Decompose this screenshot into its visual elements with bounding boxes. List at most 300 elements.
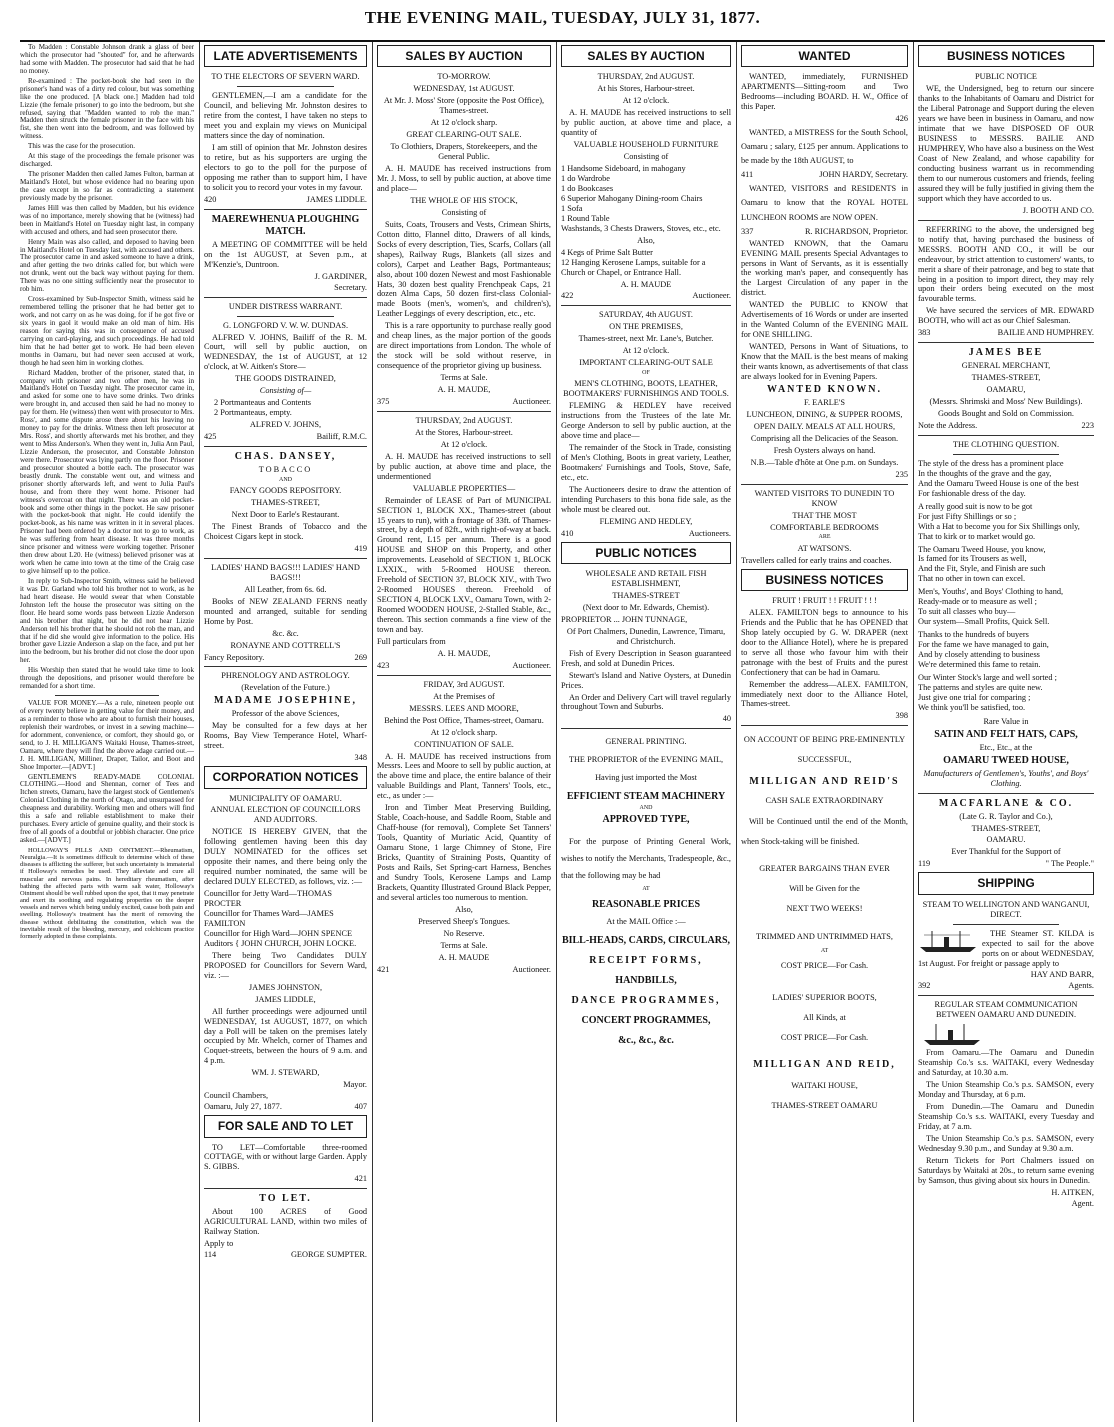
signature-role: Mayor. bbox=[343, 1080, 367, 1090]
divider bbox=[953, 454, 1059, 455]
continuation: CONTINUATION OF SALE. bbox=[414, 739, 514, 749]
column-5 bbox=[741, 42, 908, 1422]
phrenology-sub: (Revelation of the Future.) bbox=[241, 683, 330, 693]
furniture-item: 1 Handsome Sideboard, in mahogany bbox=[561, 164, 686, 174]
pre-eminently: ON ACCOUNT OF BEING PRE-EMINENTLY SUCCESSFUL, bbox=[743, 735, 906, 765]
etc: &c., &c., &c. bbox=[618, 1035, 674, 1047]
signature: WM. J. STEWARD, bbox=[251, 1068, 320, 1078]
divider bbox=[918, 793, 1094, 794]
poem-line: And the Oamaru Tweed House is one of the best bbox=[918, 478, 1079, 488]
ad-number: 419 bbox=[354, 543, 367, 553]
auction-location: Thames-street, next Mr. Lane's, Butcher. bbox=[578, 334, 714, 344]
electors-title: TO THE ELECTORS OF SEVERN WARD. bbox=[211, 72, 360, 82]
kegs: 4 Kegs of Prime Salt Butter bbox=[561, 247, 653, 257]
ad-number: 40 bbox=[722, 714, 731, 724]
tweed-house: OAMARU TWEED HOUSE, bbox=[943, 754, 1069, 766]
signature-role: Bailiff, R.M.C. bbox=[316, 432, 367, 442]
great-sale: GREAT CLEARING-OUT SALE. bbox=[406, 130, 522, 140]
section-header-business-notices: BUSINESS NOTICES bbox=[918, 45, 1094, 67]
dansey-title: CHAS. DANSEY, bbox=[234, 451, 337, 463]
at: AT bbox=[642, 886, 650, 893]
billheads: BILL-HEADS, CARDS, CIRCULARS, bbox=[561, 935, 731, 947]
schedule-line: The Union Steamship Co.'s p.s. SAMSON, every Wednesday 9.30 p.m., and Sunday at 9.30 a.m. bbox=[918, 1133, 1094, 1153]
poem-line: In the thoughts of the grave and the gay, bbox=[918, 468, 1052, 478]
at: AT bbox=[820, 947, 829, 954]
remember: Remember the address—ALEX. FAMILTON, immediately next door to the Alliance Hotel, Thames-street. bbox=[741, 679, 908, 709]
signature-role: Auctioneer. bbox=[512, 660, 551, 670]
auction-time: At 12 o'clock sharp. bbox=[430, 118, 498, 128]
ad-number: 410 bbox=[561, 528, 574, 538]
maude-body: A. H. MAUDE has received instructions to sell by public auction, at above time and place, a quantity of bbox=[561, 108, 731, 138]
poem-line: Just give one trial for comparing ; bbox=[918, 692, 1031, 702]
furniture-item: 1 do Bookcases bbox=[561, 183, 614, 193]
ronayne-name: RONAYNE AND COTTRELL'S bbox=[230, 640, 341, 650]
hay-barr: HAY AND BARR, bbox=[1030, 970, 1094, 980]
also: Also, bbox=[455, 904, 473, 914]
to-let-2-title: TO LET. bbox=[259, 1193, 312, 1205]
news-paragraph: The prisoner Madden then called James Fulton, barman at Maitland's Hotel, but whose evidence had no bearing upon the case except in so far as contradicting a statement previously made by the prisoner. bbox=[20, 170, 194, 202]
bee-note: Note the Address. bbox=[918, 420, 978, 430]
whole-stock: THE WHOLE OF HIS STOCK, bbox=[410, 195, 518, 205]
divider bbox=[377, 411, 551, 412]
approved: APPROVED TYPE, bbox=[602, 814, 690, 826]
cost-price: COST PRICE—For Cash. bbox=[780, 1032, 869, 1042]
nb: N.B.—Table d'hôte at One p.m. on Sundays. bbox=[750, 457, 899, 467]
ad-number: 420 bbox=[204, 194, 217, 204]
bee-messrs: (Messrs. Shrimski and Moss' New Buildings). bbox=[929, 397, 1083, 407]
at-office: At the MAIL Office :— bbox=[606, 917, 686, 927]
signature: FLEMING AND HEDLEY, bbox=[599, 516, 693, 526]
fish-next: (Next door to Mr. Edwards, Chemist). bbox=[582, 602, 710, 612]
are: ARE bbox=[818, 534, 831, 541]
liddle-para-1: GENTLEMEN,—I am a candidate for the Council, and believing Mr. Johnston desires to retire from the contest, I have taken no steps to meet you and explain my views on Municipal matters since the day of nomination. bbox=[204, 91, 367, 141]
divider bbox=[918, 995, 1094, 996]
section-header-sales-by-auction: SALES BY AUCTION bbox=[377, 45, 551, 67]
divider bbox=[918, 435, 1094, 436]
receipt: RECEIPT FORMS, bbox=[589, 955, 703, 967]
and: AND bbox=[639, 805, 653, 812]
proprietor-mail: THE PROPRIETOR of the EVENING MAIL, bbox=[568, 755, 724, 765]
divider bbox=[741, 484, 908, 485]
auction-location: At the Stores, Harbour-street. bbox=[415, 427, 513, 437]
poem-line: That no other in town can excel. bbox=[918, 574, 1026, 584]
purpose: For the purpose of Printing General Work, wishes to notify the Merchants, Tradespeople, &c., that the following may be had bbox=[561, 837, 731, 880]
dansey-brands: The Finest Brands of Tobacco and the Choicest Cigars kept in stock. bbox=[204, 522, 367, 541]
divider bbox=[204, 558, 367, 559]
ad-number: 407 bbox=[354, 1102, 367, 1112]
dansey-and: AND bbox=[279, 476, 292, 483]
order-cart: An Order and Delivery Cart will travel regularly throughout Town and Suburbs. bbox=[561, 692, 731, 712]
auction-time: At 12 o'clock. bbox=[622, 96, 670, 106]
the-people: " The People." bbox=[1045, 859, 1094, 869]
divider bbox=[237, 316, 335, 317]
properties-list: Remainder of LEASE of Part of MUNICIPAL SECTION 1, BLOCK XX., Thames-street (about 15 years to run), with a frontage of 33ft. of Thames-street, by a depth of 82ft., with right-of-way at back. Ground rent, L15 per annum. There is a good HOUSE and SHOP on this Property, and other improvements. Leasehold of SECTION 1, BLOCK LXXIX., with 5-Roomed HOUSE thereon. Freehold of SECTION 37, BLOCK XIV., with Two 2-Roomed HOUSES thereon. Freehold of SECTION 4, BLOCK LXV., Oamaru Town, with 2-Roomed WOODEN HOUSE, 2-Stalled Stable, &c., thereon. This section commands a fine view of the town and bay. bbox=[377, 495, 551, 634]
ronayne-sub: Fancy Repository. bbox=[204, 652, 265, 662]
manufacturers: Manufacturers of Gentlemen's, Youths', and Boys' Clothing. bbox=[923, 768, 1089, 788]
signature: BAILIE AND HUMPHREY. bbox=[997, 328, 1094, 338]
divider bbox=[55, 695, 159, 696]
divider bbox=[204, 1188, 367, 1189]
news-paragraph: Richard Madden, brother of the prisoner, stated that, in company with prisoner and two other men, he was in Maitland's Hotel on Tuesday night. The prosecutor came in, and asked for some one to have some drinks. Two drinks were brought in, and accused then said he had no money to pay for them. He (witness) then went with prosecutor to Mrs. Ross', and some dispute arose there about his leaving no money to pay for the drinks. Witness then left prosecutor at Mrs. Ross', and shortly afterwards met his brother, and they went to Miss Anderson's. When they went in, Julia Ann Paul, Lizzie Anderson, the prosecutor, and Constable Johnston were there. Prosecutor was lying partly on the floor. Prisoner and prosecutor shouted a bottle each. The prosecutor was beastly drunk. The constable went out, and witness and prisoner shortly afterwards left, and went to Julia Paul's house, and from there they went home. Prisoner had witness's overcoat on that night. There was an old pocket-book and some other things in the pocket. He saw prisoner with the pocket-book that night. He could identify the pocket-book, as his name was written in it in several places. Prisoner had been ordered by a doctor not to go to work, as he was suffering from heart disease. It was three months since prisoner and witness were working together. Prisoner then drew about L20. He (witness) believed prisoner was at work when he came into town at the time of the Craig case to give himself up to the police. bbox=[20, 368, 194, 575]
news-paragraph: At this stage of the proceedings the female prisoner was discharged. bbox=[20, 152, 194, 169]
furniture-item: 1 do Wardrobe bbox=[561, 173, 610, 183]
schedule-line: From Dunedin.—The Oamaru and Dunedin Steamship Co.'s s.s. WAITAKI, every Tuesday and Friday, at 7 a.m. bbox=[918, 1102, 1094, 1131]
visitors-dunedin: WANTED VISITORS TO DUNEDIN TO KNOW bbox=[754, 488, 895, 508]
all-kinds: All Kinds, at bbox=[803, 1012, 846, 1022]
fish-desc: Fish of Every Description in Season guaranteed Fresh, and sold at Dunedin Prices. bbox=[561, 648, 731, 668]
signature-role: Auctioneer. bbox=[512, 396, 551, 406]
councillor-entry: Auditors { JOHN CHURCH, JOHN LOCKE. bbox=[204, 938, 357, 948]
councillor-entry: Councillor for Jetty Ward—THOMAS PROCTER bbox=[204, 889, 332, 909]
chambers: Council Chambers, bbox=[204, 1091, 269, 1101]
candidate-name: JAMES JOHNSTON, bbox=[248, 982, 323, 992]
to-let-1: TO LET—Comfortable three-roomed COTTAGE, with or without large Garden. Apply S. GIBBS. bbox=[204, 1142, 367, 1172]
signature: A. H. MAUDE, bbox=[437, 648, 491, 658]
tongues: Preserved Sheep's Tongues. bbox=[418, 916, 510, 926]
stock-list: Suits, Coats, Trousers and Vests, Crimean Shirts, Cotton ditto, Flannel ditto, Drawers of all kinds, Socks of every description, Ties, Scarfs, Collars (all shapes), Railway Rugs, Blankets (all sizes and colors), Carpet and Leather Bags, Portmanteaus; also, about 100 dozen Newest and most Fashionable Hats, 30 dozen best quality Frenchpeak Caps, 21 dozen Alma Caps, 50 dozen first-class Colonial-made Boots (men's, women's, and children's), Leather Leggings of every description, etc., etc. bbox=[377, 219, 551, 319]
ad-number: 337 bbox=[741, 226, 754, 236]
plant-list: Iron and Timber Meat Preserving Building, Stable, Coach-house, and Saddle Room, Stable and Chaff-house (for removal), Complete Set Tanners' Tools, Quantity of Muriatic Acid, Quantity of Oamaru Stone, 1 large Chimney of Stone, Fire Bricks, Quantity of Straining Posts, Quantity of Posts and Rails, Set Spring-cart Harness, Benches and Sundry Tools, Kerosene Lamps and Lamp Brackets, Quantity Illustrated Ground Black Pepper, and several articles too numerous to mention. bbox=[377, 803, 551, 902]
divider bbox=[953, 924, 1059, 925]
furniture-item: 6 Superior Mahogany Dining-room Chairs bbox=[561, 193, 703, 203]
rare-opportunity: This is a rare opportunity to purchase really good and cheap lines, as the major portion of the goods are direct importations from London. The whole of the stock will be sold without reserve, in consequence of the proprietor giving up business. bbox=[377, 321, 551, 371]
column-3-sales-by-auction bbox=[377, 42, 551, 1422]
bee-street: THAMES-STREET, bbox=[971, 373, 1041, 383]
wanted-ad: WANTED, immediately, FURNISHED APARTMENTS—Sitting-room and Two Bedrooms—including BOARD. H. W., Office of this Paper. bbox=[741, 72, 908, 112]
poem-line: For the fame we have managed to gain, bbox=[918, 640, 1049, 650]
column-4 bbox=[561, 42, 731, 1422]
signature: JOHN HARDY, Secretary. bbox=[819, 170, 908, 180]
ad-number: 119 bbox=[918, 859, 931, 869]
signature: ALFRED V. JOHNS, bbox=[249, 420, 322, 430]
signature: GEORGE SUMPTER. bbox=[290, 1250, 367, 1260]
lees-moore: MESSRS. LEES AND MOORE, bbox=[409, 703, 519, 713]
distress-item: 2 Portmanteaus, empty. bbox=[214, 408, 292, 418]
poem-line: And the Fit, Style, and Finish are such bbox=[918, 564, 1046, 574]
etc-at: Etc., Etc., at the bbox=[979, 742, 1033, 752]
news-paragraph: Henry Main was also called, and deposed to having been in Maitland's Hotel on Tuesday last, with accused and others. The prosecutor came in and asked someone to have a drink, and after getting the two drinks called for, but which were not drunk, went out the back way without paying for them. There was no one sitting sufficiently near the prosecutor to rob him. bbox=[20, 237, 194, 294]
furniture-item: Washstands, 3 Chests Drawers, Stoves, etc., etc. bbox=[561, 223, 721, 233]
earle: F. EARLE'S bbox=[804, 397, 845, 407]
open-daily: OPEN DAILY. MEALS AT ALL HOURS, bbox=[753, 421, 896, 431]
lamps: 12 Hanging Kerosene Lamps, suitable for a Church or Chapel, or Entrance Hall. bbox=[561, 257, 706, 277]
ladies-boots: LADIES' SUPERIOR BOOTS, bbox=[772, 992, 877, 1002]
section-header-sales-by-auction: SALES BY AUCTION bbox=[561, 45, 731, 67]
thankful: Ever Thankful for the Support of bbox=[951, 847, 1061, 857]
candidate-name: JAMES LIDDLE, bbox=[255, 994, 316, 1004]
column-divider bbox=[556, 42, 557, 1422]
dansey-fancy: FANCY GOODS REPOSITORY. bbox=[229, 486, 342, 496]
waitaki-house: WAITAKI HOUSE, bbox=[791, 1080, 858, 1090]
signature-role: Auctioneer. bbox=[512, 964, 551, 974]
that-most: THAT THE MOST bbox=[792, 510, 857, 520]
divider bbox=[918, 220, 1094, 221]
ladies-books: Books of NEW ZEALAND FERNS neatly mounted and arranged, suitable for sending Home by Post. bbox=[204, 596, 367, 626]
column-divider bbox=[736, 42, 737, 1422]
ad-number: 398 bbox=[895, 711, 908, 721]
return-tickets: Return Tickets for Port Chalmers issued on Saturdays by Waitaki at 20s., to return same evening by Samson, thus giving about six hours in Dunedin. bbox=[918, 1155, 1094, 1185]
ad-number: 348 bbox=[354, 753, 367, 763]
divider bbox=[377, 675, 551, 676]
fleming-body: FLEMING & HEDLEY have received instructions from the Trustees of the late Mr. George Anderson to sell by public auction, at the above time and place— bbox=[561, 401, 731, 441]
watsons: AT WATSON'S. bbox=[797, 543, 852, 553]
efficient: EFFICIENT STEAM MACHINERY bbox=[566, 791, 726, 803]
travellers: Travellers called for early trains and coaches. bbox=[741, 555, 892, 565]
auctioneers-desire: The Auctioneers desire to draw the attention of intending Purchasers to this bona fide sale, as the whole must be cleared out. bbox=[561, 484, 731, 514]
terms: Terms at Sale. bbox=[440, 940, 488, 950]
section-header-for-sale-to-let: FOR SALE AND TO LET bbox=[204, 1115, 367, 1137]
adjourned-para: All further proceedings were adjourned until WEDNESDAY, 1st AUGUST, 1877, on which day a Poll will be taken on the premises lately occupied by Mr. Whelch, corner of Thames and Coquet-streets, between the hours of 9 a.m. and 4 p.m. bbox=[204, 1006, 367, 1066]
auction-time: At 12 o'clock. bbox=[622, 346, 670, 356]
ship-icon bbox=[922, 1022, 982, 1046]
terms: Terms at Sale. bbox=[440, 373, 488, 383]
wanted-ad: WANTED KNOWN, that the Oamaru EVENING MAIL presents Special Advantages to persons in Want of Servants, as it is essentially the working man's paper, and consequently has the Largest Circulation of any paper in the district. bbox=[741, 238, 908, 298]
gentlemens-clothing-para: GENTLEMEN'S READY-MADE COLONIAL CLOTHING.—Hood and Shennan, corner of Tees and Itchen streets, Oamaru, have the largest stock of Gentlemen's Colonial Clothing in the north of Otago, and unsurpassed for cheapness and durability. Working men and others will find this a safe and reliable establishment to make their purchases. Every article of genuine quality, and their stock is free of all goods of a doubtful or jobbish character. One price asked.—[ADVT.] bbox=[20, 772, 194, 844]
josephine-body: May be consulted for a few days at her Rooms, Bay View Temperance Hotel, Wharf-street. bbox=[204, 721, 367, 751]
masthead bbox=[20, 8, 1105, 38]
satin-hats: SATIN AND FELT HATS, CAPS, bbox=[934, 728, 1078, 740]
poem-line: Men's, Youths', and Boys' Clothing to hand, bbox=[918, 587, 1064, 597]
column-divider bbox=[199, 42, 200, 1422]
column-1-news bbox=[20, 42, 194, 1422]
consisting: Consisting of bbox=[623, 152, 669, 162]
divider bbox=[561, 305, 731, 306]
signature-role: Secretary. bbox=[334, 282, 367, 292]
concert: CONCERT PROGRAMMES, bbox=[581, 1015, 711, 1027]
news-paragraph: This was the case for the prosecution. bbox=[28, 142, 135, 151]
signature: J. GARDINER, bbox=[314, 271, 367, 281]
valuable-properties: VALUABLE PROPERTIES— bbox=[412, 483, 516, 493]
candidates-para: There being Two Candidates DULY PROPOSED for Councillors for Severn Ward, viz. :— bbox=[204, 950, 367, 980]
dansey-tobacco: TOBACCO bbox=[258, 465, 313, 475]
divider bbox=[561, 728, 731, 729]
wanted-ad: WANTED the PUBLIC to KNOW that Advertisements of 16 Words or under are inserted in the Wanted Column of the EVENING MAIL for ONE SHILLING. bbox=[741, 300, 908, 340]
ad-number: 269 bbox=[354, 652, 367, 662]
news-paragraph: His Worship then stated that he would take time to look through the depositions, and prisoner would therefore be remanded for a short time. bbox=[20, 666, 194, 691]
fruit: FRUIT ! FRUIT ! ! FRUIT ! ! ! bbox=[772, 595, 877, 605]
poem-line: For fashionable dress of the day. bbox=[918, 488, 1026, 498]
column-divider bbox=[372, 42, 373, 1422]
no-reserve: No Reserve. bbox=[443, 928, 485, 938]
divider bbox=[204, 297, 367, 298]
schedule-line: The Union Steamship Co.'s p.s. SAMSON, every Monday and Thursday, at 6 p.m. bbox=[918, 1080, 1094, 1100]
divider bbox=[204, 209, 367, 210]
remainder: The remainder of the Stock in Trade, consisting of Men's Clothing, Boots in great variety, Leather, Bootmakers' Furnishings and Tools, Stove, Safe, etc., etc. bbox=[561, 443, 731, 482]
news-paragraph: In reply to Sub-Inspector Smith, witness said he believed it was Dr. Garland who told his brother not to work, as he had heart disease. He would swear that when Constable Johnston left the house the prosecutor was sitting on the floor. He heard some words pass between Lizzie Anderson and his brother that night, but he did not hear Lizzie Anderson tell his brother that he should not rob the man, and that if he did she would give information to the police. His brother gave Lizzie Anderson a slap on the face, and put her into the bedroom, but his brother did not close the door upon her. bbox=[20, 576, 194, 665]
auction-date: FRIDAY, 3rd AUGUST. bbox=[423, 679, 505, 689]
distress-title: UNDER DISTRESS WARRANT. bbox=[228, 301, 343, 311]
comfortable: COMFORTABLE BEDROOMS bbox=[770, 522, 879, 532]
poem-line: The style of the dress has a prominent place bbox=[918, 458, 1064, 468]
auction-date: SATURDAY, 4th AUGUST. bbox=[599, 310, 693, 320]
dance: DANCE PROGRAMMES, bbox=[571, 995, 721, 1007]
general-printing: GENERAL PRINTING. bbox=[605, 737, 687, 747]
divider bbox=[204, 666, 367, 667]
signature: H. AITKEN, bbox=[1051, 1187, 1094, 1197]
bailie-body: REFERRING to the above, the undersigned beg to notify that, having purchased the business of MESSRS. BOOTH AND CO., it will be our endeavour, by strict attention to customers' wants, to merit a share of their patronage, and beg to state that being in a position to import direct, they may rely upon their orders being executed on the most favourable terms. bbox=[918, 224, 1094, 304]
ladies-price: All Leather, from 6s. 6d. bbox=[244, 584, 327, 594]
milligan-reid: MILLIGAN AND REID'S bbox=[749, 776, 900, 788]
poem-line: That to kirk or to market would go. bbox=[918, 531, 1036, 541]
ladies-title: LADIES' HAND BAGS!!! LADIES' HAND BAGS!!! bbox=[211, 562, 360, 582]
important-sale: IMPORTANT CLEARING-OUT SALE bbox=[579, 358, 713, 368]
signature-role: Auctioneer. bbox=[692, 291, 731, 301]
handbills: HANDBILLS, bbox=[615, 975, 677, 987]
macfarlane-late: (Late G. R. Taylor and Co.), bbox=[959, 811, 1053, 821]
general-merchant: GENERAL MERCHANT, bbox=[961, 361, 1051, 371]
news-paragraph: To Madden : Constable Johnson drank a glass of beer which the prosecutor had "shouted" for, and he afterwards had some with Madden. The prosecutor had said that he had no money. bbox=[20, 43, 194, 75]
poem-line: We think you'll be satisfied, too. bbox=[918, 702, 1026, 712]
maude-body: A. H. MAUDE has received instructions to sell by public auction, at above time and place, the undermentioned bbox=[377, 451, 551, 481]
stewart-oysters: Stewart's Island and Native Oysters, at Dunedin Prices. bbox=[561, 670, 731, 690]
mens-clothing: MEN'S CLOTHING, BOOTS, LEATHER, BOOTMAKERS' FURNISHINGS AND TOOLS. bbox=[563, 379, 729, 399]
ship-icon bbox=[918, 929, 978, 953]
liddle-para-2: I am still of opinion that Mr. Johnston desires to retire, but as his supporters are urging the electors to go to the poll for the purpose of opposing me rather than to support him, I have to solicit you to record your votes in my favour. bbox=[204, 143, 367, 192]
ad-number: 426 bbox=[895, 114, 908, 124]
distress-goods: THE GOODS DISTRAINED, bbox=[235, 374, 336, 384]
wanted-ad: WANTED, a MISTRESS for the South School, Oamaru ; salary, £125 per annum. Applications to be made by the 18th AUGUST, to bbox=[741, 128, 908, 166]
ad-number: 422 bbox=[561, 291, 574, 301]
continued: Will be Continued until the end of the Month, when Stock-taking will be finished. bbox=[741, 817, 908, 847]
wanted-ad: WANTED, Persons in Want of Situations, to Know that the MAIL is the best means of making their wants known, as advertisements of that class are always looked for in Evening Papers. bbox=[741, 342, 908, 382]
signature: R. RICHARDSON, Proprietor. bbox=[804, 226, 908, 236]
ad-number: 411 bbox=[741, 170, 754, 180]
auction-date: THURSDAY, 2nd AUGUST. bbox=[415, 415, 513, 425]
signature: JAMES LIDDLE. bbox=[306, 194, 367, 204]
holloway-para: HOLLOWAY'S PILLS AND OINTMENT.—Rheumatism, Neuralgia.—It is sometimes difficult to determine which of these diseases is afflicting the sufferer, but such uncertainty is immaterial if Holloway's remedies be used. They alleviate and cure all muscular and nervous pains. In hereditary rheumatism, after bathing the affected parts with warm salt water, Holloway's Ointment should be well rubbed upon the spot, that it may penetrate and exert its soothing and regulating properties on the deeper vessels and nerves which being unduly excited, cause both pain and swelling. Holloway's treatment has the merit of removing the disease without debilitating the constitution, which was the inevitable result of the bleeding, mercury, and colchicum practice formerly adopted in these complaints. bbox=[20, 846, 194, 940]
poem-line: A really good suit is now to be got bbox=[918, 501, 1033, 511]
trimmed-hats: TRIMMED AND UNTRIMMED HATS, bbox=[756, 931, 893, 941]
distress-consisting: Consisting of— bbox=[259, 386, 312, 396]
full-particulars: Full particulars from bbox=[377, 636, 446, 646]
also: Also, bbox=[637, 235, 655, 245]
proprietor-places: Of Port Chalmers, Dunedin, Lawrence, Timaru, and Christchurch. bbox=[566, 626, 726, 646]
auction-time: At 12 o'clock sharp. bbox=[430, 727, 498, 737]
divider bbox=[237, 86, 335, 87]
wanted-known-title: WANTED KNOWN. bbox=[767, 383, 882, 395]
news-paragraph: James Hill was then called by Madden, but his evidence was of no importance, merely showing that he (witness) had been in Maitland's Hotel on Tuesday night last, in company with accused and others, and had seen prosecutor there. bbox=[20, 203, 194, 236]
james-bee: JAMES BEE bbox=[968, 347, 1044, 359]
column-6 bbox=[918, 42, 1094, 1422]
notice-body: NOTICE IS HEREBY GIVEN, that the following gentlemen having been this day DULY NOMINATED for the offices set opposite their names, and there being only the required number nominated, the same will be declared DULY ELECTED, as follows, viz. :— bbox=[204, 827, 367, 887]
poem-line: The patterns and styles are quite new. bbox=[918, 682, 1043, 692]
steam-title: STEAM TO WELLINGTON AND WANGANUI, DIRECT. bbox=[922, 899, 1090, 919]
news-paragraph: Re-examined : The pocket-book she had seen in the prisoner's hand was of a dirty red colour, but was something like the one produced. [A black one.] Madden had told Lizzie (the female prisoner) to go into the bedroom, but she refused, saying that "Madden wanted to rob the man." Madden then struck the female prisoner in the face with his fist, she then went into the bedroom, and was followed by witness. bbox=[20, 76, 194, 141]
ad-number: 223 bbox=[1081, 420, 1094, 430]
auction-location: At his Stores, Harbour-street. bbox=[597, 84, 695, 94]
section-header-public-notices: PUBLIC NOTICES bbox=[561, 542, 731, 564]
signature: J. BOOTH AND CO. bbox=[1022, 205, 1094, 215]
poem-line: To suit all classes who buy— bbox=[918, 607, 1016, 617]
poem-line: Ready-made or to measure as well ; bbox=[918, 597, 1037, 607]
ad-number: 425 bbox=[204, 432, 217, 442]
distress-names: G. LONGFORD V. W. W. DUNDAS. bbox=[222, 320, 349, 330]
familton-body: ALEX. FAMILTON begs to announce to his Friends and the Public that he has OPENED that Shop lately occupied by G. W. DRAPER (next door to the Alliance Hotel), where he is prepared to serve all those who favour him with their patronage with the best of Fruits and the purest Confectionery that can be had in Oamaru. bbox=[741, 607, 908, 677]
masthead-title: THE EVENING MAIL, TUESDAY, JULY 31, 1877. bbox=[364, 8, 761, 27]
auction-date: WEDNESDAY, 1st AUGUST. bbox=[413, 84, 515, 94]
value-for-money-para: VALUE FOR MONEY.—As a rule, nineteen people out of every twenty believe in getting value for their money, and as a reminder to those who are about to furnish their houses, replenish their wardrobes, or invest in a sewing machine—for adornment, convenience, or comfort, they should go, or send, to J. H. MILLIGAN'S Waitaki House, Thames-street, Oamaru, where they will find the above adage carried out.—J. H. MILLIGAN, Milliner, Draper, Tailor, and Boot and Shoe Importer.—[ADVT.] bbox=[20, 699, 194, 771]
furniture-title: VALUABLE HOUSEHOLD FURNITURE bbox=[573, 140, 719, 150]
at-premises: At the Premises of bbox=[433, 691, 495, 701]
poem-line: We're determined this fame to retain. bbox=[918, 660, 1041, 669]
section-header-business-notices: BUSINESS NOTICES bbox=[741, 569, 908, 591]
poem-line: Our system—Small Profits, Quick Sell. bbox=[918, 617, 1050, 627]
maerewhenua-title: MAEREWHENUA PLOUGHING MATCH. bbox=[211, 213, 360, 237]
divider bbox=[204, 446, 367, 447]
ladies-etc: &c. &c. bbox=[272, 628, 299, 638]
fish-street: THAMES-STREET bbox=[612, 590, 680, 600]
phrenology-title: PHRENOLOGY AND ASTROLOGY. bbox=[221, 671, 350, 681]
signature: A. H. MAUDE bbox=[438, 952, 490, 962]
poem-line: And by closely attending to business bbox=[918, 650, 1040, 660]
signature-role: Agents. bbox=[1068, 981, 1094, 991]
furniture-item: 1 Sofa bbox=[561, 203, 583, 213]
regular-title: REGULAR STEAM COMMUNICATION BETWEEN OAMARU AND DUNEDIN. bbox=[934, 1000, 1078, 1020]
clothing-question: THE CLOTHING QUESTION. bbox=[952, 439, 1060, 449]
st-kilda: THE Steamer ST. KILDA is expected to sail for the above ports on or about WEDNESDAY, 1st August. For freight or passage apply to bbox=[918, 928, 1094, 968]
oysters: Fresh Oysters always on hand. bbox=[773, 445, 876, 455]
tomorrow: TO-MORROW. bbox=[437, 72, 491, 82]
fish-title: WHOLESALE AND RETAIL FISH ESTABLISHMENT, bbox=[585, 569, 707, 588]
cost-price: COST PRICE—For Cash. bbox=[780, 960, 869, 970]
auction-time: At 12 o'clock. bbox=[440, 439, 488, 449]
next-two-weeks: NEXT TWO WEEKS! bbox=[786, 903, 863, 913]
poem-line: The Oamaru Tweed House, you know, bbox=[918, 544, 1046, 554]
signature-role: Auctioneers. bbox=[688, 528, 731, 538]
furniture-item: 1 Round Table bbox=[561, 213, 610, 223]
column-2 bbox=[204, 42, 367, 1422]
milligan-reid: MILLIGAN AND REID, bbox=[753, 1058, 896, 1070]
signature: A. H. MAUDE bbox=[620, 279, 672, 289]
bee-goods: Goods Bought and Sold on Commission. bbox=[938, 409, 1074, 419]
poem-line: Our Winter Stock's large and well sorted ; bbox=[918, 672, 1057, 682]
ad-number: 383 bbox=[918, 328, 931, 338]
on-premises: ON THE PREMISES, bbox=[609, 322, 683, 332]
bee-oamaru: OAMARU, bbox=[986, 385, 1026, 395]
comprising: Comprising all the Delicacies of the Season. bbox=[750, 433, 899, 443]
imported: Having just imported the Most bbox=[595, 773, 697, 783]
wanted-ad: WANTED, VISITORS and RESIDENTS in Oamaru to know that the ROYAL HOTEL LUNCHEON ROOMS are NOW OPEN. bbox=[741, 184, 908, 222]
schedule-line: From Oamaru.—The Oamaru and Dunedin Steamship Co.'s s.s. WAITAKI, every Wednesday and Saturday, at 10.30 a.m. bbox=[918, 1048, 1094, 1078]
macfarlane-street: THAMES-STREET, bbox=[971, 823, 1041, 833]
maude-body: A. H. MAUDE has received instructions from Messrs. Lees and Moore to sell by public auction, at the above time and place, the entire balance of their valuable Buildings and Plant, Tanners' Tools, etc., etc., as under :— bbox=[377, 751, 551, 801]
ad-number: 421 bbox=[377, 964, 390, 974]
macfarlane: MACFARLANE & CO. bbox=[938, 797, 1074, 809]
ad-number: 235 bbox=[895, 469, 908, 479]
public-notice: PUBLIC NOTICE bbox=[975, 72, 1037, 82]
proprietor: PROPRIETOR ... JOHN TUNNAGE, bbox=[561, 614, 688, 624]
councillor-entry: Councillor for High Ward—JOHN SPENCE bbox=[204, 928, 353, 938]
auction-location: Behind the Post Office, Thames-street, Oamaru. bbox=[384, 715, 544, 725]
section-header-wanted: WANTED bbox=[741, 45, 908, 67]
distress-body: ALFRED V. JOHNS, Bailiff of the R. M. Court, will sell by public auction, on WEDNESDAY, the 1st of AUGUST, at 12 o'clock, at W. Aitken's Store— bbox=[204, 332, 367, 372]
section-header-corporation-notices: CORPORATION NOTICES bbox=[204, 766, 367, 788]
municipality-title: MUNICIPALITY OF OAMARU. bbox=[229, 793, 342, 803]
will-given: Will be Given for the bbox=[789, 883, 860, 893]
news-paragraph: Cross-examined by Sub-Inspector Smith, witness said he remembered telling the prisoner that he had better get to work, and not carry on as he was doing, for if he got five or six years in gaol it would make an old man of him. His reason for saying this was in consequence of accused carrying on card-playing, and such proceedings. He had told him that he had better get to work. He had been eleven months in Oamaru, but had never seen accused at work, though he had seen him in working clothes. bbox=[20, 295, 194, 367]
of: OF bbox=[642, 370, 650, 377]
josephine-title: MADAME JOSEPHINE, bbox=[214, 695, 357, 707]
thames-street-oamaru: THAMES-STREET OAMARU bbox=[771, 1100, 878, 1110]
divider bbox=[918, 342, 1094, 343]
poem-line: Thanks to the hundreds of buyers bbox=[918, 630, 1029, 640]
section-header-late-advertisements: LATE ADVERTISEMENTS bbox=[204, 45, 367, 67]
auction-location: At Mr. J. Moss' Store (opposite the Post Office), Thames-street. bbox=[383, 96, 545, 116]
column-divider bbox=[913, 42, 914, 1422]
to-let-2-body: About 100 ACRES of Good AGRICULTURAL LAND, within two miles of Railway Station. bbox=[204, 1207, 367, 1237]
ad-number: 375 bbox=[377, 396, 390, 406]
consisting: Consisting of bbox=[441, 207, 487, 217]
